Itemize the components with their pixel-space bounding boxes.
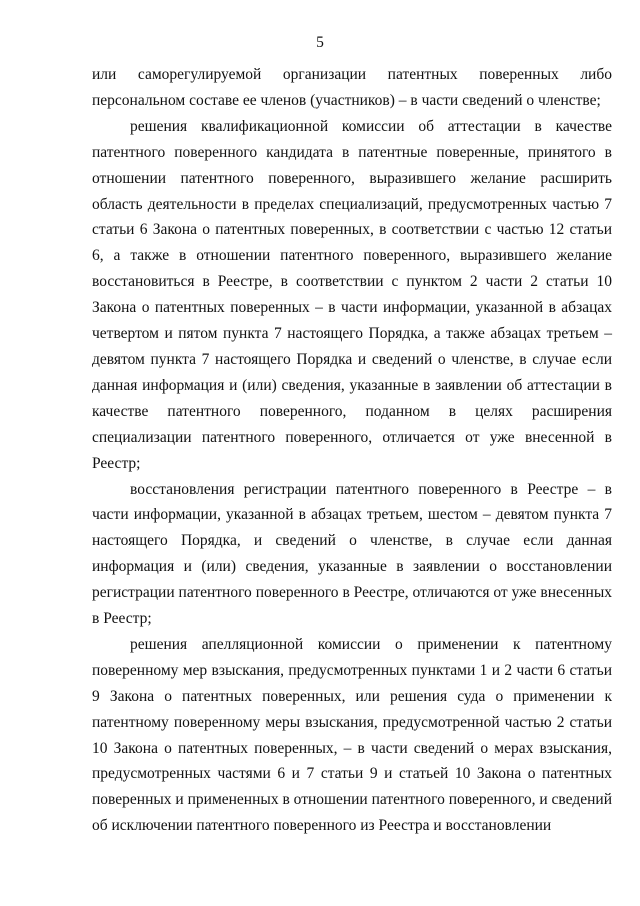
- paragraph-qualification-commission: решения квалификационной комиссии об аттестации в качестве патентного поверенного кандидата в патентные поверенные, принятого в отношении патентного поверенного, выразившего желание расширить область деятельности в пределах специализаций, предусмотренных частью 7 статьи 6 Закона о патентных поверенных, в соответствии с частью 12 статьи 6, а также в отношении патентного поверенного, выразившего желание восстановиться в Реестре, в соответствии с пунктом 2 части 2 статьи 10 Закона о патентных поверенных – в части информации, указанной в абзацах четвертом и пятом пункта 7 настоящего Порядка, а также абзацах третьем – девятом пункта 7 настоящего Порядка и сведений о членстве, в случае если данная информация и (или) сведения, указанные в заявлении об аттестации в качестве патентного поверенного, поданном в целях расширения специализации патентного поверенного, отличается от уже внесенной в Реестр;: [92, 117, 612, 472]
- document-body: [92, 62, 612, 839]
- paragraph-appeal-commission: решения апелляционной комиссии о применении к патентному поверенному мер взыскания, предусмотренных пунктами 1 и 2 части 6 статьи 9 Закона о патентных поверенных, или решения суда о применении к патентному поверенному меры взыскания, предусмотренной частью 2 статьи 10 Закона о патентных поверенных, – в части сведений о мерах взыскания, предусмотренных частями 6 и 7 статьи 9 и статьей 10 Закона о патентных поверенных и примененных в отношении патентного поверенного, и сведений об исключении патентного поверенного из Реестра и восстановлении: [92, 635, 612, 835]
- page-number: 5: [316, 34, 324, 51]
- paragraph-registration-restoration: восстановления регистрации патентного поверенного в Реестре – в части информации, указанной в абзацах третьем, шестом – девятом пункта 7 настоящего Порядка, и сведений о членстве, в случае если данная информация и (или) сведения, указанные в заявлении о восстановлении регистрации патентного поверенного в Реестре, отличаются от уже внесенных в Реестр;: [92, 480, 612, 628]
- paragraph-continuation: или саморегулируемой организации патентных поверенных либо персональном составе ее членов (участников) – в части сведений о членстве;: [92, 66, 612, 109]
